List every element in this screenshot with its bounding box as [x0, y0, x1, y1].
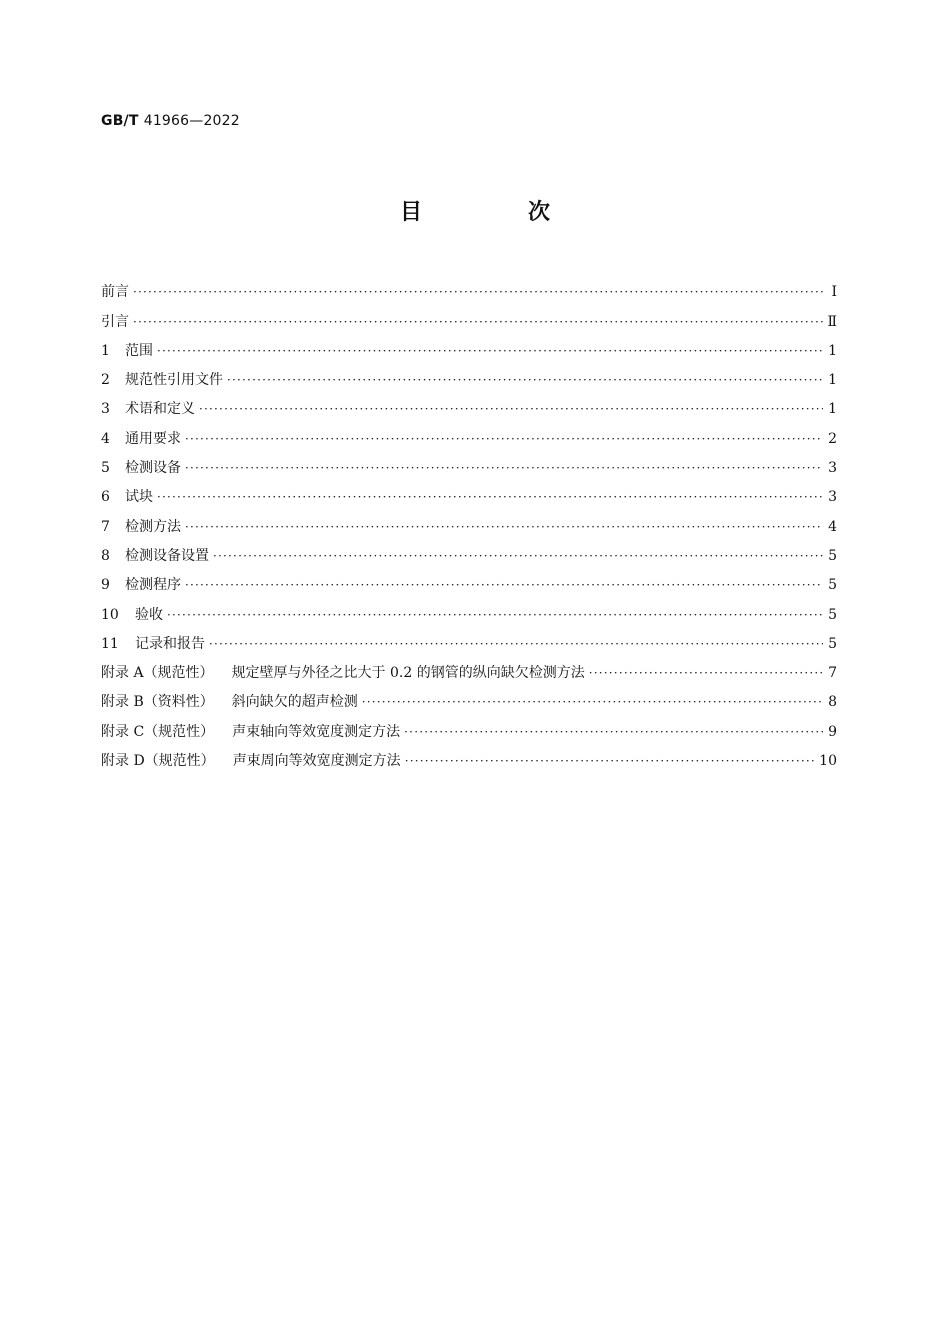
toc-entry-label [101, 547, 213, 565]
toc-entry-title: 规范性引用文件 [125, 372, 223, 389]
toc-dot-leader [199, 400, 823, 418]
toc-entry-foreword[interactable] [101, 272, 837, 301]
toc-entry-introduction[interactable] [101, 301, 837, 330]
toc-dot-leader [589, 664, 823, 682]
toc-entry-number: 9 [101, 577, 110, 594]
toc-entry-page: 5 [828, 606, 837, 623]
toc-dot-leader [133, 313, 823, 331]
toc-entry-9[interactable] [101, 565, 837, 594]
toc-list [101, 272, 837, 770]
toc-entry-number: 7 [101, 518, 110, 535]
toc-entry-title: 试块 [125, 489, 153, 506]
toc-dot-leader [133, 283, 823, 301]
toc-entry-number: 10 [101, 606, 119, 623]
toc-appendix-tag: 附录 B（资料性） [101, 694, 214, 711]
toc-entry-number: 8 [101, 547, 110, 564]
toc-entry-10[interactable] [101, 594, 837, 623]
toc-entry-page: 2 [828, 430, 837, 447]
toc-entry-7[interactable] [101, 506, 837, 535]
toc-entry-number: 6 [101, 489, 110, 506]
toc-appendix-tag: 附录 D（规范性） [101, 753, 215, 770]
toc-entry-title: 记录和报告 [135, 635, 205, 652]
toc-dot-leader [185, 430, 823, 448]
toc-entry-number: 5 [101, 460, 110, 477]
toc-entry-label [101, 459, 185, 477]
toc-entry-appendix-a[interactable] [101, 653, 837, 682]
toc-entry-page: 1 [828, 372, 837, 389]
toc-entry-label [101, 430, 185, 448]
toc-appendix-tag: 附录 A（规范性） [101, 665, 214, 682]
toc-entry-8[interactable] [101, 536, 837, 565]
toc-entry-number: 1 [101, 342, 110, 359]
toc-entry-title: 声束轴向等效宽度测定方法 [232, 723, 401, 740]
toc-entry-page: 5 [828, 635, 837, 652]
toc-entry-page: 3 [828, 489, 837, 506]
toc-entry-title: 检测设备 [125, 460, 181, 477]
toc-dot-leader [185, 459, 823, 477]
toc-entry-label [101, 283, 133, 301]
toc-entry-appendix-b[interactable] [101, 682, 837, 711]
toc-entry-label [101, 752, 405, 770]
toc-entry-label [101, 342, 157, 360]
toc-dot-leader [185, 518, 823, 536]
toc-title: 目 次 [399, 200, 592, 225]
toc-entry-page: 4 [828, 518, 837, 535]
toc-entry-title: 术语和定义 [125, 401, 195, 418]
toc-entry-page: 5 [828, 547, 837, 564]
toc-entry-title: 规定壁厚与外径之比大于 0.2 的钢管的纵向缺欠检测方法 [231, 665, 585, 682]
toc-entry-page: 7 [828, 665, 837, 682]
toc-entry-appendix-d[interactable] [101, 741, 837, 770]
toc-entry-label [101, 693, 362, 711]
standard-code [101, 113, 240, 129]
toc-entry-page: 5 [828, 577, 837, 594]
toc-entry-title: 检测程序 [125, 577, 181, 594]
toc-entry-appendix-c[interactable] [101, 711, 837, 740]
toc-entry-page: Ⅰ [831, 284, 837, 301]
toc-entry-5[interactable] [101, 448, 837, 477]
toc-entry-page: 1 [828, 401, 837, 418]
toc-entry-page: 1 [828, 342, 837, 359]
toc-dot-leader [209, 635, 823, 653]
toc-entry-page: 8 [828, 694, 837, 711]
toc-entry-page: 10 [819, 753, 837, 770]
toc-entry-page: Ⅱ [827, 313, 837, 330]
toc-entry-3[interactable] [101, 389, 837, 418]
toc-entry-1[interactable] [101, 331, 837, 360]
toc-appendix-tag: 附录 C（规范性） [101, 723, 215, 740]
toc-entry-title: 前言 [101, 284, 129, 301]
toc-entry-label [101, 606, 167, 624]
toc-entry-title: 引言 [101, 313, 129, 330]
toc-entry-6[interactable] [101, 477, 837, 506]
toc-entry-label [101, 576, 185, 594]
toc-entry-title: 检测设备设置 [125, 547, 209, 564]
toc-entry-number: 3 [101, 401, 110, 418]
standard-prefix: GB/T [101, 113, 139, 129]
toc-entry-title: 声束周向等效宽度测定方法 [232, 753, 401, 770]
toc-entry-title: 斜向缺欠的超声检测 [231, 694, 358, 711]
toc-entry-2[interactable] [101, 360, 837, 389]
toc-entry-label [101, 635, 209, 653]
toc-dot-leader [362, 693, 823, 711]
toc-entry-page: 3 [828, 460, 837, 477]
toc-entry-label [101, 371, 227, 389]
toc-dot-leader [157, 488, 823, 506]
toc-dot-leader [404, 723, 823, 741]
toc-entry-label [101, 664, 589, 682]
toc-entry-title: 验收 [135, 606, 163, 623]
toc-dot-leader [227, 371, 823, 389]
toc-entry-page: 9 [828, 723, 837, 740]
toc-entry-title: 通用要求 [125, 430, 181, 447]
toc-dot-leader [405, 752, 815, 770]
toc-dot-leader [213, 547, 823, 565]
toc-entry-11[interactable] [101, 624, 837, 653]
toc-entry-title: 范围 [125, 342, 153, 359]
toc-dot-leader [157, 342, 823, 360]
toc-entry-label [101, 313, 133, 331]
standard-number: 41966—2022 [143, 113, 240, 129]
toc-dot-leader [167, 606, 823, 624]
toc-dot-leader [185, 576, 823, 594]
toc-entry-4[interactable] [101, 418, 837, 447]
toc-entry-number: 2 [101, 372, 110, 389]
toc-entry-label [101, 518, 185, 536]
toc-entry-label [101, 723, 404, 741]
toc-entry-number: 4 [101, 430, 110, 447]
toc-entry-label [101, 400, 199, 418]
toc-entry-label [101, 488, 157, 506]
toc-entry-number: 11 [101, 635, 119, 652]
toc-entry-title: 检测方法 [125, 518, 181, 535]
